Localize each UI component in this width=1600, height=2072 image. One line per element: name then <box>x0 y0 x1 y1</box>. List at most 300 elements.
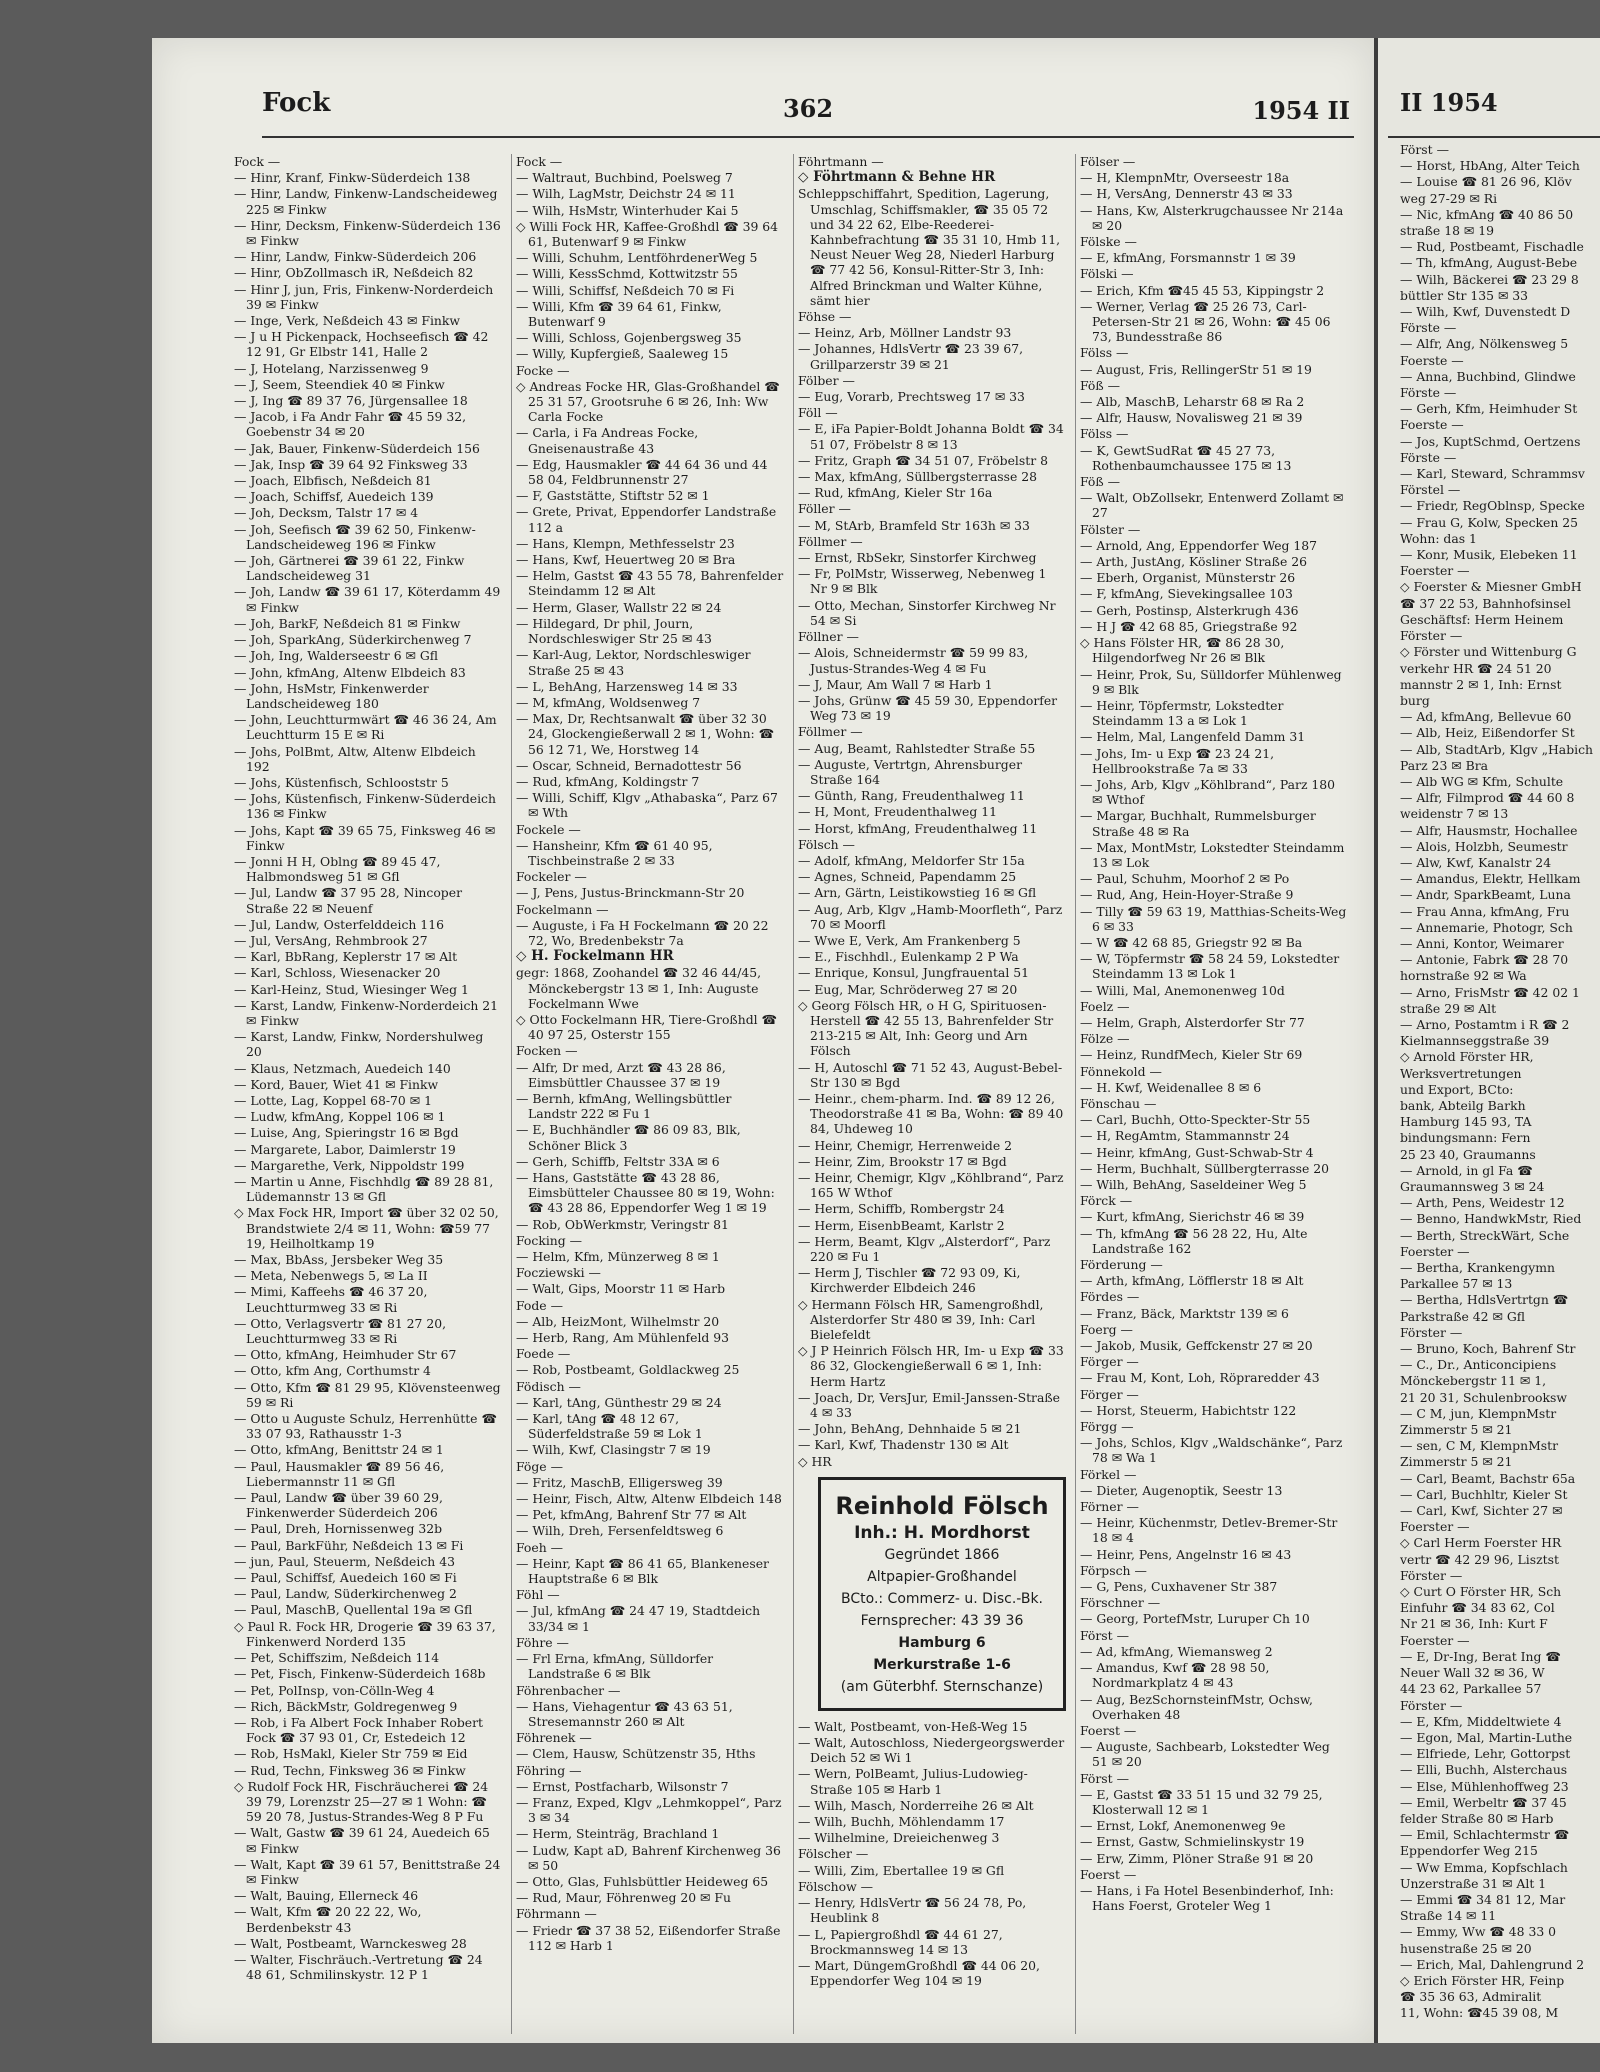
directory-entry: — F, kfmAng, Sievekingsallee 103 <box>1080 586 1293 602</box>
directory-entry: — Emil, Werbeltr ☎ 37 45 <box>1400 1794 1567 1810</box>
directory-entry: — Henry, HdlsVertr ☎ 56 24 78, Po, Heublink 8 <box>798 1895 1027 1926</box>
directory-entry: — Alfr, Ang, Nölkensweg 5 <box>1400 336 1569 352</box>
directory-entry: Kielmannseggstraße 39 <box>1400 1033 1550 1049</box>
directory-entry: — Rud, Ang, Hein-Hoyer-Straße 9 <box>1080 887 1294 903</box>
directory-entry: — Kord, Bauer, Wiet 41 ✉ Finkw <box>234 1076 439 1092</box>
directory-entry: — Walt, Kfm ☎ 20 22 22, Wo, Berdenbekstr 43 <box>234 1904 422 1935</box>
directory-entry: ☎ 35 36 63, Admiralit <box>1400 1989 1542 2005</box>
directory-entry: — Rud, Postbeamt, Fischadle <box>1400 239 1584 255</box>
header-year-volume: 1954 II <box>1252 96 1350 125</box>
directory-entry: — Gerh, Postinsp, Alsterkrugh 436 <box>1080 602 1299 618</box>
directory-entry: ◇ Förster und Wittenburg G <box>1400 644 1577 660</box>
directory-entry: — Alfr, Dr med, Arzt ☎ 43 28 86, Eimsbüttler Chaussee 37 ✉ 19 <box>516 1059 726 1090</box>
directory-entry: Föge — <box>516 1458 563 1474</box>
directory-entry: — Ernst, Gastw, Schmielinskystr 19 <box>1080 1834 1305 1850</box>
directory-entry: — Rud, kfmAng, Kieler Str 16a <box>798 485 993 501</box>
directory-entry: — Ludw, Kapt aD, Bahrenf Kirchenweg 36 ✉ 50 <box>516 1842 781 1873</box>
directory-entry: — jun, Paul, Steuerm, Neßdeich 43 <box>234 1553 455 1569</box>
directory-entry: Förste — <box>1400 320 1457 336</box>
directory-entry: — Ernst, Postfacharb, Wilsonstr 7 <box>516 1778 729 1794</box>
directory-entry: — Erich, Kfm ☎45 45 53, Kippingstr 2 <box>1080 282 1325 298</box>
directory-entry: — Fritz, MaschB, Elligersweg 39 <box>516 1474 723 1490</box>
directory-entry: — Ww Emma, Kopfschlach <box>1400 1859 1568 1875</box>
directory-entry: ◇ Foerster & Miesner GmbH <box>1400 579 1582 595</box>
ad-owner: Inh.: H. Mordhorst <box>854 1522 1030 1543</box>
directory-entry: — Alfr, Filmprod ☎ 44 60 8 <box>1400 790 1575 806</box>
directory-entry: weidenstr 7 ✉ 13 <box>1400 806 1509 822</box>
directory-entry: — Franz, Bäck, Marktstr 139 ✉ 6 <box>1080 1305 1289 1321</box>
directory-entry: — Otto u Auguste Schulz, Herrenhütte ☎ 33 07 93, Rathausstr 1-3 <box>234 1411 497 1442</box>
directory-entry: Förster — <box>1400 1567 1463 1583</box>
directory-entry: Foerster — <box>1400 1243 1470 1259</box>
directory-entry: — Egon, Mal, Martin-Luthe <box>1400 1729 1573 1745</box>
ad-company-name: Reinhold Fölsch <box>835 1491 1049 1520</box>
directory-entry: — Mimi, Kaffeehs ☎ 46 37 20, Leuchtturmweg 33 ✉ Ri <box>234 1284 428 1315</box>
directory-entry: — Wilhelmine, Dreieichenweg 3 <box>798 1830 1000 1846</box>
directory-entry: ◇ Georg Fölsch HR, o H G, Spirituosen-Herstell ☎ 42 55 13, Bahrenfelder Str 213-215 ✉ Alt, Inh: Georg und Arn Fölsch <box>798 997 1054 1059</box>
directory-entry: — Gerh, Kfm, Heimhuder St <box>1400 401 1578 417</box>
directory-entry: — Heinr, Chemigr, Herrenweide 2 <box>798 1137 1013 1153</box>
directory-entry: — Jak, Insp ☎ 39 64 92 Finksweg 33 <box>234 456 468 472</box>
directory-entry: — Berth, StreckWärt, Sche <box>1400 1227 1570 1243</box>
directory-entry: — sen, C M, KlempnMstr <box>1400 1438 1559 1454</box>
directory-entry: — Willi, Schuhm, LentföhrdenerWeg 5 <box>516 250 758 266</box>
directory-entry: gegr: 1868, Zoohandel ☎ 32 46 44/45, Mönckebergstr 13 ✉ 1, Inh: Auguste Fockelmann Wwe <box>516 965 762 1011</box>
directory-entry: hornstraße 92 ✉ Wa <box>1400 968 1527 984</box>
directory-entry: Förste — <box>1400 385 1457 401</box>
directory-entry: — Otto, Kfm ☎ 81 29 95, Klövensteenweg 59 ✉ Ri <box>234 1379 501 1410</box>
directory-entry: — Frau Anna, kfmAng, Fru <box>1400 903 1570 919</box>
directory-entry: Fock — <box>234 154 281 169</box>
directory-entry: Foerg — <box>1080 1321 1133 1337</box>
directory-entry: — Emil, Schlachtermstr ☎ <box>1400 1827 1570 1843</box>
directory-entry: verkehr HR ☎ 24 51 20 <box>1400 660 1552 676</box>
directory-entry: — Meta, Nebenwegs 5, ✉ La II <box>234 1268 428 1284</box>
header-rule <box>1388 136 1600 138</box>
directory-entry: Förster — <box>1400 628 1463 644</box>
directory-entry: — Heinr, Töpfermstr, Lokstedter Steindamm 13 a ✉ Lok 1 <box>1080 697 1284 729</box>
directory-entry: 11, Wohn: ☎45 39 08, M <box>1400 2005 1559 2021</box>
directory-entry: — Aug, BezSchornsteinfMstr, Ochsw, Overhaken 48 <box>1080 1691 1313 1722</box>
directory-entry: — Werner, Verlag ☎ 25 26 73, Carl-Petersen-Str 21 ✉ 26, Wohn: ☎ 45 06 73, Bundesstraße 86 <box>1080 298 1331 345</box>
directory-entry: — Aug, Beamt, Rahlstedter Straße 55 <box>798 740 1036 756</box>
directory-entry: — J, Ing ☎ 89 37 76, Jürgensallee 18 <box>234 393 468 409</box>
directory-entry: — Hildegard, Dr phil, Journ, Nordschleswiger Str 25 ✉ 43 <box>516 615 712 647</box>
directory-entry: Fölski — <box>1080 266 1134 282</box>
directory-entry: Föhring — <box>516 1762 582 1778</box>
directory-entry: — Jakob, Musik, Geffckenstr 27 ✉ 20 <box>1080 1338 1313 1354</box>
directory-entry: — Oscar, Schneid, Bernadottestr 56 <box>516 757 742 773</box>
directory-entry: — Pet, Schiffszim, Neßdeich 114 <box>234 1650 440 1666</box>
directory-entry: Foerst — <box>1080 1866 1137 1882</box>
directory-entry: — M, StArb, Bramfeld Str 163h ✉ 33 <box>798 517 1030 533</box>
directory-entry: Fock — <box>516 154 563 169</box>
directory-entry: — Otto, kfmAng, Benittstr 24 ✉ 1 <box>234 1442 444 1458</box>
directory-entry: — Heinr, Küchenmstr, Detlev-Bremer-Str 18 ✉ 4 <box>1080 1515 1338 1546</box>
directory-entry: — Wilh, LagMstr, Deichstr 24 ✉ 11 <box>516 186 736 202</box>
directory-entry: Focking — <box>516 1232 583 1248</box>
directory-entry: — Joach, Dr, VersJur, Emil-Janssen-Straße 4 ✉ 33 <box>798 1389 1060 1421</box>
header-surname-range: Fock <box>262 88 331 118</box>
directory-entry: — H, RegAmtm, Stammannstr 24 <box>1080 1128 1290 1144</box>
directory-entry: Föllmer — <box>798 724 863 740</box>
directory-entry: Fockele — <box>516 821 581 837</box>
directory-entry: ◇ J P Heinrich Fölsch HR, Im- u Exp ☎ 33 86 32, Glockengießerwall 6 ✉ 1, Inh: Herm Hartz <box>798 1343 1064 1389</box>
directory-entry: — Ad, kfmAng, Wiemansweg 2 <box>1080 1643 1273 1659</box>
directory-entry: — H, Autoschl ☎ 71 52 43, August-Bebel-Str 130 ✉ Bgd <box>798 1059 1063 1090</box>
directory-entry: — Dieter, Augenoptik, Seestr 13 <box>1080 1482 1283 1498</box>
directory-entry: Neuer Wall 32 ✉ 36, W <box>1400 1665 1545 1681</box>
directory-entry: — E, Buchhändler ☎ 86 09 83, Blk, Schöner Blick 3 <box>516 1122 741 1153</box>
directory-entry: — Johs, Küstenfisch, Finkenw-Süderdeich 136 ✉ Finkw <box>234 791 496 822</box>
directory-entry: — Frau G, Kolw, Specken 25 <box>1400 514 1579 530</box>
directory-entry: Fönschau — <box>1080 1095 1157 1111</box>
directory-entry: — Lotte, Lag, Koppel 68-70 ✉ 1 <box>234 1092 432 1108</box>
directory-entry: — Helm, Mal, Langenfeld Damm 31 <box>1080 729 1306 745</box>
directory-entry: — Grete, Privat, Eppendorfer Landstraße 112 a <box>516 504 777 535</box>
directory-column-1 <box>234 154 502 2034</box>
directory-entry: — Otto, Glas, Fuhlsbüttler Heideweg 65 <box>516 1873 769 1889</box>
directory-entry: — Joh, Decksm, Talstr 17 ✉ 4 <box>234 505 419 521</box>
directory-entry: Först — <box>1400 142 1449 157</box>
directory-entry: — Max, Dr, Rechtsanwalt ☎ über 32 30 24, Glockengießerwall 2 ✉ 1, Wohn: ☎ 56 12 71, We, Horstweg 14 <box>516 711 775 757</box>
directory-entry: — Hinr J, jun, Fris, Finkenw-Norderdeich 39 ✉ Finkw <box>234 281 494 312</box>
directory-entry: Förck — <box>1080 1193 1133 1209</box>
directory-entry: Fölske — <box>1080 234 1137 250</box>
directory-entry: — Walter, Fischräuch.-Vertretung ☎ 24 48 61, Schmilinskystr. 12 P 1 <box>234 1951 483 1983</box>
directory-entry: Foerste — <box>1400 417 1464 433</box>
directory-entry: Fode — <box>516 1297 563 1313</box>
directory-entry: — Willi, KessSchmd, Kottwitzstr 55 <box>516 266 738 282</box>
directory-entry: — Hans, Kwf, Heuertweg 20 ✉ Bra <box>516 552 736 568</box>
directory-entry: — Karl, Schloss, Wiesenacker 20 <box>234 965 441 981</box>
directory-entry: — Andr, SparkBeamt, Luna <box>1400 887 1571 903</box>
directory-entry: ◇ Arnold Förster HR, <box>1400 1049 1534 1065</box>
directory-entry: — Eug, Mar, Schröderweg 27 ✉ 20 <box>798 981 1018 997</box>
directory-entry: Foerster — <box>1400 1519 1470 1535</box>
directory-entry: — Ernst, Lokf, Anemonenweg 9e <box>1080 1818 1286 1834</box>
directory-entry: — Hans, Gaststätte ☎ 43 28 86, Eimsbütteler Chaussee 80 ✉ 19, Wohn: ☎ 43 28 86, Eppendorfer Weg 1 ✉ 19 <box>516 1170 775 1216</box>
directory-entry: Fölscher — <box>798 1846 869 1862</box>
directory-column-3 <box>798 154 1066 2034</box>
directory-entry: — Adolf, kfmAng, Meldorfer Str 15a <box>798 852 1025 868</box>
directory-entry: — Elfriede, Lehr, Gottorpst <box>1400 1746 1571 1762</box>
directory-entry: Först — <box>1080 1770 1129 1786</box>
directory-entry: — Johs, Schlos, Klgv „Waldschänke“, Parz 78 ✉ Wa 1 <box>1080 1435 1343 1466</box>
directory-entry: — J, Hotelang, Narzissenweg 9 <box>234 360 429 376</box>
directory-entry: — Hinr, Landw, Finkenw-Landscheideweg 225 ✉ Finkw <box>234 186 498 217</box>
directory-entry: — Walt, Bauing, Ellerneck 46 <box>234 1888 419 1904</box>
directory-entry: ◇ Paul R. Fock HR, Drogerie ☎ 39 63 37, Finkenwerd Norderd 135 <box>234 1618 496 1649</box>
directory-entry: Födisch — <box>516 1378 581 1394</box>
directory-entry: — Aug, Arb, Klgv „Hamb-Moorfleth“, Parz 70 ✉ Moorfl <box>798 901 1063 932</box>
ad-trade: Altpapier-Großhandel <box>867 1568 1017 1585</box>
directory-entry: — Otto, kfmAng, Heimhuder Str 67 <box>234 1347 457 1363</box>
directory-entry: — Hinr, Decksm, Finkenw-Süderdeich 136 ✉ Finkw <box>234 217 501 249</box>
directory-entry: Föß — <box>1080 474 1120 490</box>
directory-entry: Parz 23 ✉ Bra <box>1400 757 1488 773</box>
directory-entry: — Joach, Elbfisch, Neßdeich 81 <box>234 473 432 489</box>
directory-entry: — Herm, Buchhalt, Süllbergterrasse 20 <box>1080 1160 1330 1176</box>
directory-entry: — Karst, Landw, Finkenw-Norderdeich 21 ✉ Finkw <box>234 997 499 1028</box>
page-number: 362 <box>782 94 834 123</box>
directory-entry: — Frl Erna, kfmAng, Sülldorfer Landstraße 6 ✉ Blk <box>516 1651 714 1682</box>
directory-entry: — Walt, ObZollsekr, Entenwerd Zollamt ✉ 27 <box>1080 490 1344 521</box>
directory-entry: ◇ Curt O Förster HR, Sch <box>1400 1584 1562 1600</box>
directory-entry: — Johs, Kapt ☎ 39 65 75, Finksweg 46 ✉ Finkw <box>234 822 496 853</box>
directory-entry: — Bernh, kfmAng, Wellingsbüttler Landstr 222 ✉ Fu 1 <box>516 1090 732 1122</box>
directory-entry: — Arnold, Ang, Eppendorfer Weg 187 <box>1080 537 1318 553</box>
directory-entry: — Karl-Heinz, Stud, Wiesinger Weg 1 <box>234 981 469 997</box>
directory-entry: ◇ Erich Förster HR, Feinp <box>1400 1972 1565 1988</box>
directory-entry: — Fr, PolMstr, Wisserweg, Nebenweg 1 Nr 9 ✉ Blk <box>798 566 1047 597</box>
directory-entry: vertr ☎ 42 29 96, Lisztst <box>1400 1551 1559 1567</box>
directory-entry: ◇ Willi Fock HR, Kaffee-Großhdl ☎ 39 64 61, Butenwarf 9 ✉ Finkw <box>516 218 779 250</box>
directory-entry: Nr 21 ✉ 36, Inh: Kurt F <box>1400 1616 1548 1632</box>
directory-entry: 21 20 31, Schulenbrooksw <box>1400 1389 1567 1405</box>
directory-entry: — Alb, Heiz, Eißendorfer St <box>1400 725 1575 741</box>
directory-entry: — Willi, Schloss, Gojenbergsweg 35 <box>516 330 742 346</box>
directory-entry: — Joh, Seefisch ☎ 39 62 50, Finkenw-Landscheideweg 196 ✉ Finkw <box>234 521 476 552</box>
directory-entry: Foerster — <box>1400 563 1470 579</box>
directory-entry: — Karl, tAng ☎ 48 12 67, Süderfeldstraße 59 ✉ Lok 1 <box>516 1411 703 1442</box>
directory-entry: — Gerh, Schiffb, Feltstr 33A ✉ 6 <box>516 1153 720 1169</box>
directory-entry: — Alb, HeizMont, Wilhelmstr 20 <box>516 1313 720 1329</box>
directory-page-right <box>1378 38 1600 2043</box>
directory-entry: — Karl, tAng, Günthestr 29 ✉ 24 <box>516 1394 722 1410</box>
directory-entry: — Alb, StadtArb, Klgv „Habich <box>1400 741 1594 757</box>
directory-entry: — Johs, Arb, Klgv „Köhlbrand“, Parz 180 ✉ Wthof <box>1080 776 1336 808</box>
directory-entry: — Johs, Im- u Exp ☎ 23 24 21, Hellbrookstraße 7a ✉ 33 <box>1080 745 1275 776</box>
directory-entry: Förstel — <box>1400 482 1461 498</box>
directory-entry: — Horst, Steuerm, Habichtstr 122 <box>1080 1402 1297 1418</box>
directory-entry: Fockeler — <box>516 869 587 885</box>
directory-entry: Fördes — <box>1080 1289 1140 1305</box>
directory-entry: Fölss — <box>1080 345 1129 361</box>
directory-entry: — Hans, Klempn, Methfesselstr 23 <box>516 535 735 551</box>
directory-entry: — Arnold, in gl Fa ☎ <box>1400 1162 1533 1178</box>
directory-entry: Fockelmann — <box>516 901 609 917</box>
directory-entry: — Arth, Pens, Weidestr 12 <box>1400 1195 1565 1211</box>
directory-entry: — W ☎ 42 68 85, Griegstr 92 ✉ Ba <box>1080 934 1303 950</box>
ad-city: Hamburg 6 <box>898 1634 986 1651</box>
directory-entry: — H, VersAng, Dennerstr 43 ✉ 33 <box>1080 186 1293 202</box>
directory-entry: — Hans, Kw, Alsterkrugchaussee Nr 214a ✉ 20 <box>1080 202 1344 233</box>
directory-entry: — Helm, Graph, Alsterdorfer Str 77 <box>1080 1014 1305 1030</box>
directory-entry: — Willi, Zim, Ebertallee 19 ✉ Gfl <box>798 1862 1005 1878</box>
directory-entry: — Paul, BarkFühr, Neßdeich 13 ✉ Fi <box>234 1537 464 1553</box>
directory-entry: — E, Gastst ☎ 33 51 15 und 32 79 25, Klosterwall 12 ✉ 1 <box>1080 1786 1323 1817</box>
directory-entry: — Kurt, kfmAng, Sierichstr 46 ✉ 39 <box>1080 1209 1305 1225</box>
directory-entry: — G, Pens, Cuxhavener Str 387 <box>1080 1579 1278 1595</box>
directory-entry: — Ernst, RbSekr, Sinstorfer Kirchweg <box>798 550 1037 566</box>
directory-entry: — Klaus, Netzmach, Auedeich 140 <box>234 1060 451 1076</box>
directory-entry: — Arth, JustAng, Kösliner Straße 26 <box>1080 554 1307 570</box>
directory-entry: — Carl, Kwf, Sichter 27 ✉ <box>1400 1503 1563 1519</box>
directory-entry: Förste — <box>1400 449 1457 465</box>
directory-entry: — Rich, BäckMstr, Goldregenweg 9 <box>234 1698 458 1714</box>
directory-entry: — Carl, Buchh, Otto-Speckter-Str 55 <box>1080 1112 1311 1128</box>
directory-entry: Wohn: das 1 <box>1400 530 1477 546</box>
directory-entry: ◇ HR <box>798 1453 832 1469</box>
directory-entry: — H. Kwf, Weidenallee 8 ✉ 6 <box>1080 1079 1262 1095</box>
directory-entry: burg <box>1400 692 1430 708</box>
directory-entry: — Auguste, Sachbearb, Lokstedter Weg 51 ✉ 20 <box>1080 1739 1330 1770</box>
directory-entry: — Wilh, Dreh, Fersenfeldtsweg 6 <box>516 1523 724 1539</box>
directory-entry: Föß — <box>1080 377 1120 393</box>
directory-entry: ☎ 37 22 53, Bahnhofsinsel <box>1400 595 1571 611</box>
directory-entry: — Herm, Steinträg, Brachland 1 <box>516 1826 720 1842</box>
directory-entry: — Herm, EisenbBeamt, Karlstr 2 <box>798 1217 1005 1233</box>
directory-entry: büttler Str 135 ✉ 33 <box>1400 287 1529 303</box>
directory-entry: — Clem, Hausw, Schützenstr 35, Hths <box>516 1746 756 1762</box>
directory-entry: Föhrenbacher — <box>516 1682 621 1698</box>
directory-entry: — Heinr, Pens, Angelnstr 16 ✉ 43 <box>1080 1546 1292 1562</box>
directory-entry: — Amandus, Kwf ☎ 28 98 50, Nordmarkplatz 4 ✉ 43 <box>1080 1660 1270 1691</box>
directory-entry: — John, BehAng, Dehnhaide 5 ✉ 21 <box>798 1421 1022 1437</box>
directory-entry: Fölber — <box>798 372 855 388</box>
directory-entry: — John, HsMstr, Finkenwerder Landscheideweg 180 <box>234 680 429 711</box>
directory-entry: — Hansheinr, Kfm ☎ 61 40 95, Tischbeinstraße 2 ✉ 33 <box>516 837 713 868</box>
directory-entry: — Friedr, RegOblnsp, Specke <box>1400 498 1585 514</box>
directory-entry: Föll — <box>798 405 838 421</box>
directory-entry: — Horst, HbAng, Alter Teich <box>1400 158 1580 174</box>
directory-entry: — Johs, Küstenfisch, Schlooststr 5 <box>234 774 449 790</box>
directory-entry: — Anni, Kontor, Weimarer <box>1400 935 1564 951</box>
directory-entry: Förger — <box>1080 1386 1139 1402</box>
ad-street: Merkurstraße 1-6 <box>873 1656 1011 1673</box>
directory-entry: — Annemarie, Photogr, Sch <box>1400 919 1573 935</box>
directory-entry: — Karl, Steward, Schrammsv <box>1400 466 1585 482</box>
directory-entry: Focziewski — <box>516 1265 601 1281</box>
directory-entry: — Joh, Landw ☎ 39 61 17, Köterdamm 49 ✉ Finkw <box>234 584 501 615</box>
directory-entry: Förster — <box>1400 1697 1463 1713</box>
directory-entry: — L, Papiergroßhdl ☎ 44 61 27, Brockmannsweg 14 ✉ 13 <box>798 1926 1003 1957</box>
directory-entry: — Jonni H H, Oblng ☎ 89 45 47, Halbmondsweg 51 ✉ Gfl <box>234 853 441 885</box>
directory-entry: — Herm, Glaser, Wallstr 22 ✉ 24 <box>516 599 722 615</box>
directory-entry: — Max, kfmAng, Süllbergsterrasse 28 <box>798 469 1038 485</box>
directory-entry: — Jul, kfmAng ☎ 24 47 19, Stadtdeich 33/34 ✉ 1 <box>516 1603 761 1634</box>
directory-entry: — Willi, Kfm ☎ 39 64 61, Finkw, Butenwarf 9 <box>516 298 722 330</box>
directory-entry: — Arno, Postamtm i R ☎ 2 <box>1400 1016 1570 1032</box>
directory-entry: — Rob, ObWerkmstr, Veringstr 81 <box>516 1216 729 1232</box>
directory-entry: — Emmi ☎ 34 81 12, Mar <box>1400 1891 1566 1907</box>
directory-entry: — J u H Pickenpack, Hochseefisch ☎ 42 12 91, Gr Elbstr 141, Halle 2 <box>234 329 489 360</box>
directory-entry: Werksvertretungen <box>1400 1065 1522 1081</box>
directory-entry: ◇ Föhrtmann & Behne HR <box>798 169 996 186</box>
directory-entry: Föllner — <box>798 629 859 645</box>
directory-entry: — Margarete, Labor, Daimlerstr 19 <box>234 1141 456 1157</box>
right-page-header: II 1954 <box>1400 88 1498 117</box>
directory-entry: — Jos, KuptSchmd, Oertzens <box>1400 433 1581 449</box>
directory-entry: — Konr, Musik, Elebeken 11 <box>1400 547 1578 563</box>
directory-entry: — Herm, Beamt, Klgv „Alsterdorf“, Parz 220 ✉ Fu 1 <box>798 1233 1051 1265</box>
ad-phone: Fernsprecher: 43 39 36 <box>860 1612 1024 1629</box>
directory-entry: — Wilh, Kwf, Duvenstedt D <box>1400 304 1571 320</box>
directory-entry: Foerste — <box>1400 352 1464 368</box>
directory-entry: husenstraße 25 ✉ 20 <box>1400 1940 1532 1956</box>
directory-entry: Einfuhr ☎ 34 83 62, Col <box>1400 1600 1555 1616</box>
directory-entry: — Tilly ☎ 59 63 19, Matthias-Scheits-Weg 6 ✉ 33 <box>1080 903 1347 934</box>
directory-entry: — K, GewtSudRat ☎ 45 27 73, Rothenbaumchaussee 175 ✉ 13 <box>1080 442 1292 473</box>
directory-entry: — Franz, Exped, Klgv „Lehmkoppel“, Parz 3 ✉ 34 <box>516 1794 782 1826</box>
directory-entry: ◇ Hans Fölster HR, ☎ 86 28 30, Hilgendorfweg Nr 26 ✉ Blk <box>1080 635 1285 666</box>
directory-entry: — Margar, Buchhalt, Rummelsburger Straße 48 ✉ Ra <box>1080 808 1316 839</box>
directory-entry: — Helm, Kfm, Münzerweg 8 ✉ 1 <box>516 1249 720 1265</box>
directory-entry: Schleppschiffahrt, Spedition, Lagerung, Umschlag, Schiffsmakler, ☎ 35 05 72 und 34 22 62, Elbe-Reederei-Kahnbefrachtung ☎ 35 31 10, Hmb 11, Neust Neuer Weg 28, Niederl Harburg ☎ 77 42 56, Konsul-Ritter-Str 3, Inh: Alfred Brinckman und Walter Kühne, sämt hier <box>798 186 1061 308</box>
directory-entry: — Jak, Bauer, Finkenw-Süderdeich 156 <box>234 440 480 456</box>
directory-entry: — Auguste, i Fa H Fockelmann ☎ 20 22 72, Wo, Bredenbekstr 7a <box>516 917 769 948</box>
directory-entry: — Otto, kfm Ang, Corthumstr 4 <box>234 1363 431 1379</box>
directory-entry: — E, Kfm, Middeltwiete 4 <box>1400 1713 1562 1729</box>
directory-entry: ◇ Max Fock HR, Import ☎ über 32 02 50, Brandstwiete 2/4 ✉ 11, Wohn: ☎59 77 19, Heilholtkamp 19 <box>234 1205 499 1251</box>
directory-entry: — Arno, FrisMstr ☎ 42 02 1 <box>1400 984 1580 1000</box>
directory-entry: Focken — <box>516 1043 578 1059</box>
directory-entry: — Otto, Verlagsvertr ☎ 81 27 20, Leuchtturmweg 33 ✉ Ri <box>234 1315 447 1347</box>
directory-entry: Parkallee 57 ✉ 13 <box>1400 1276 1513 1292</box>
directory-entry: — John, Leuchtturmwärt ☎ 46 36 24, Am Leuchtturm 15 E ✉ Ri <box>234 712 497 743</box>
directory-entry: — Heinr, Zim, Brookstr 17 ✉ Bgd <box>798 1153 1007 1169</box>
ad-note: (am Güterbhf. Sternschanze) <box>840 1678 1044 1695</box>
directory-entry: Fölser — <box>1080 154 1136 169</box>
directory-entry: — Inge, Verk, Neßdeich 43 ✉ Finkw <box>234 313 461 329</box>
directory-entry: — Alois, Holzbh, Seumestr <box>1400 838 1568 854</box>
directory-entry: felder Straße 80 ✉ Harb <box>1400 1810 1554 1826</box>
directory-entry: — Erw, Zimm, Plöner Straße 91 ✉ 20 <box>1080 1850 1314 1866</box>
directory-entry: — Joh, BarkF, Neßdeich 81 ✉ Finkw <box>234 615 461 631</box>
directory-entry: mannstr 2 ✉ 1, Inh: Ernst <box>1400 676 1562 692</box>
directory-entry: — Heinr, Chemigr, Klgv „Köhlbrand“, Parz 165 W Wthof <box>798 1170 1064 1201</box>
directory-entry: — Amandus, Elektr, Hellkam <box>1400 871 1581 887</box>
directory-entry: — Wilh, HsMstr, Winterhuder Kai 5 <box>516 202 739 218</box>
directory-entry: — Willi, Schiff, Klgv „Athabaska“, Parz 67 ✉ Wth <box>516 790 778 821</box>
directory-columns <box>234 154 1374 2034</box>
directory-entry: — Heinr., chem-pharm. Ind. ☎ 89 12 26, Theodorstraße 41 ✉ Ba, Wohn: ☎ 89 40 84, Uhdeweg 10 <box>798 1090 1064 1137</box>
directory-entry: — John, kfmAng, Altenw Elbdeich 83 <box>234 664 466 680</box>
directory-entry: — Agnes, Schneid, Papendamm 25 <box>798 869 1017 885</box>
directory-entry: 44 23 62, Parkallee 57 <box>1400 1681 1542 1697</box>
directory-entry: — Alw, Kwf, Kanalstr 24 <box>1400 854 1552 870</box>
directory-entry: ◇ Andreas Focke HR, Glas-Großhandel ☎ 25 31 57, Grootsruhe 6 ✉ 26, Inh: Ww Carla Focke <box>516 378 780 425</box>
directory-entry: — L, BehAng, Harzensweg 14 ✉ 33 <box>516 678 738 694</box>
directory-entry: — Paul, Schiffsf, Auedeich 160 ✉ Fi <box>234 1570 457 1586</box>
ad-founded: Gegründet 1866 <box>884 1546 1000 1563</box>
directory-entry: — Carl, Beamt, Bachstr 65a <box>1400 1470 1576 1486</box>
directory-entry: — J, Pens, Justus-Brinckmann-Str 20 <box>516 885 745 901</box>
directory-entry: — W, Töpfermstr ☎ 58 24 59, Lokstedter Steindamm 13 ✉ Lok 1 <box>1080 951 1340 982</box>
directory-entry: Förner — <box>1080 1499 1139 1515</box>
directory-entry: 25 23 40, Graumanns <box>1400 1146 1536 1162</box>
directory-entry: — Jul, Landw, Osterfelddeich 116 <box>234 916 444 932</box>
directory-entry: — Pet, kfmAng, Bahrenf Str 77 ✉ Alt <box>516 1507 747 1523</box>
directory-entry: — Carl, Buchhltr, Kieler St <box>1400 1486 1568 1502</box>
directory-entry: Förger — <box>1080 1354 1139 1370</box>
directory-entry: — Anna, Buchbind, Glindwe <box>1400 368 1576 384</box>
directory-entry: — Alfr, Hausw, Novalisweg 21 ✉ 39 <box>1080 410 1303 426</box>
directory-entry: Geschäftsf: Herm Heinem <box>1400 611 1564 627</box>
directory-entry: — Rob, i Fa Albert Fock Inhaber Robert Fock ☎ 37 93 01, Cr, Estedeich 12 <box>234 1714 484 1746</box>
directory-column-2 <box>516 154 784 2034</box>
directory-entry: — Margarethe, Verk, Nippoldstr 199 <box>234 1157 465 1173</box>
directory-entry: — Jacob, i Fa Andr Fahr ☎ 45 59 32, Goebenstr 34 ✉ 20 <box>234 409 467 440</box>
directory-entry: — J, Maur, Am Wall 7 ✉ Harb 1 <box>798 676 993 692</box>
directory-entry: Foerst — <box>1080 1722 1137 1738</box>
directory-entry: — Ad, kfmAng, Bellevue 60 <box>1400 709 1572 725</box>
directory-entry: — Hans, i Fa Hotel Besenbinderhof, Inh: Hans Foerst, Groteler Weg 1 <box>1080 1882 1334 1914</box>
directory-entry: — Eug, Vorarb, Prechtsweg 17 ✉ 33 <box>798 389 1025 405</box>
directory-entry: — Wwe E, Verk, Am Frankenberg 5 <box>798 932 1021 948</box>
directory-entry: — E, Dr-Ing, Berat Ing ☎ <box>1400 1648 1561 1664</box>
